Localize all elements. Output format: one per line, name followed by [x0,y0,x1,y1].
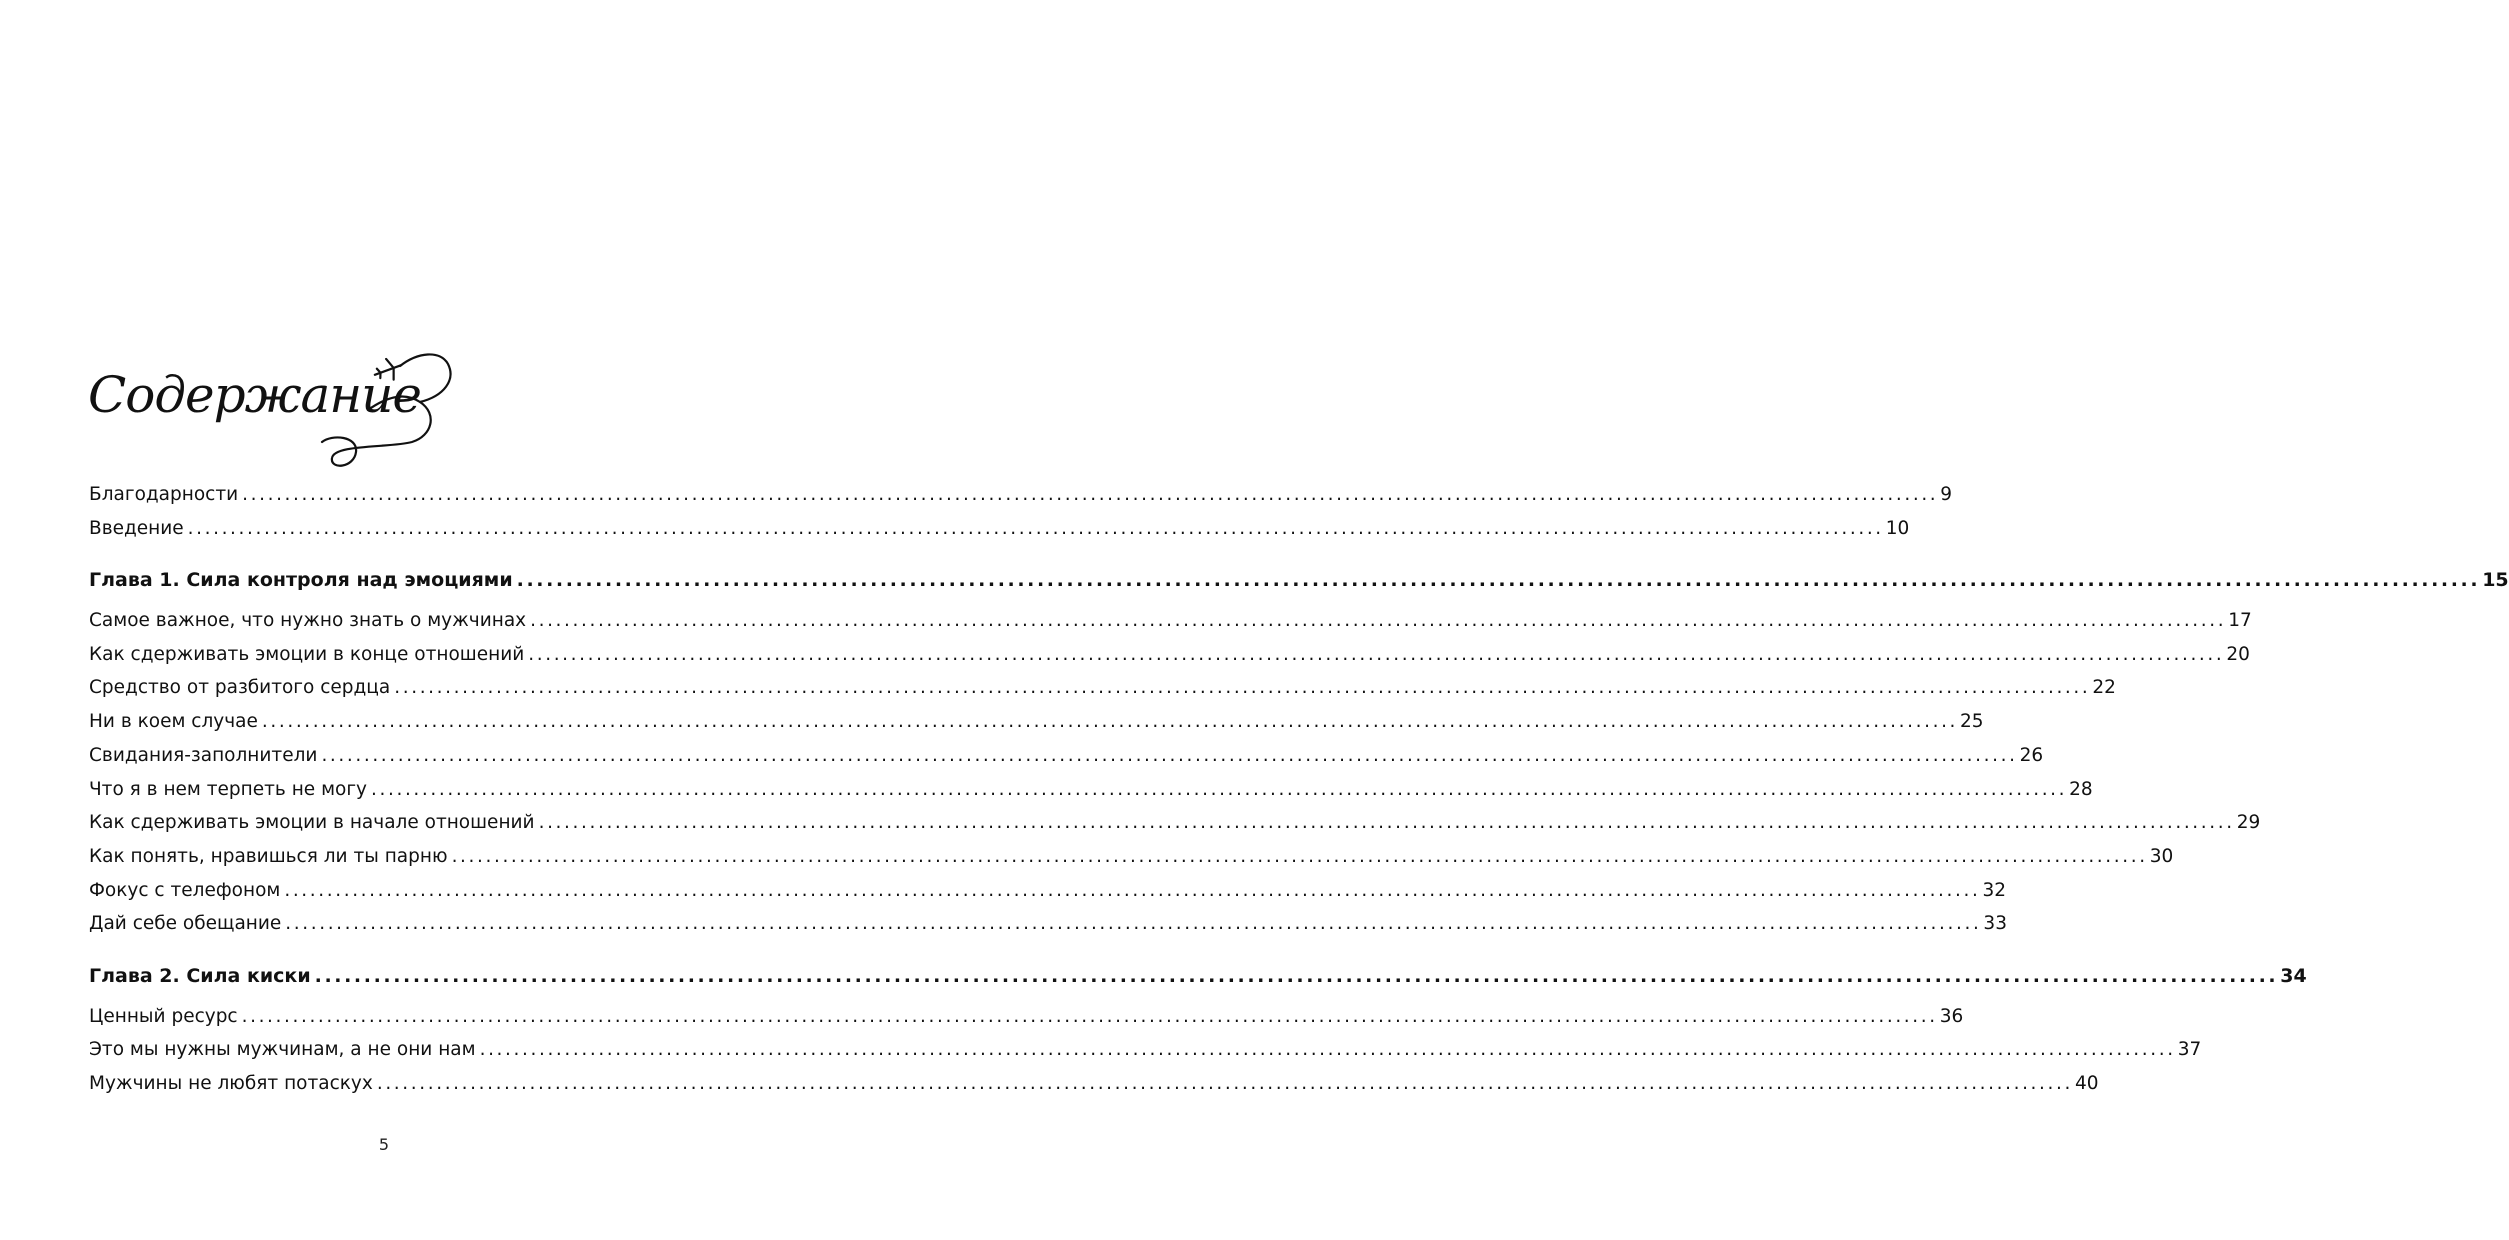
dot-leader: ........................................................................................................................................................................................................ [314,964,2279,987]
toc-entry-label: Средство от разбитого сердца [89,677,391,699]
toc-entry-label: Мужчины не любят потаскух [89,1073,373,1094]
toc-entry-page: 30 [2149,845,2174,867]
dot-leader: ........................................................................................................................................................................................................ [284,879,1981,901]
toc-chapter-row [89,960,2307,994]
toc-row [89,840,2174,874]
toc-entry-page: 26 [2019,744,2044,766]
toc-row [89,1067,2099,1101]
toc-entry-page: 20 [2226,643,2250,665]
toc-entry-page: 22 [2092,677,2116,699]
toc-row [89,1033,2202,1067]
dot-leader: ........................................................................................................................................................................................................ [242,484,1939,505]
page-number: 5 [378,1135,390,1154]
toc-entry-page: 9 [1940,484,1953,505]
toc-entry-page: 15 [2482,569,2509,592]
toc-entry-label: Как понять, нравишься ли ты парню [89,845,448,867]
dot-leader: ........................................................................................................................................................................................................ [285,913,1982,935]
toc-entry-page: 29 [2236,812,2261,834]
toc-entry-label: Ценный ресурс [89,1005,238,1027]
toc-row [89,806,2261,840]
toc-entry-label: Самое важное, что нужно знать о мужчинах [89,610,527,632]
toc-row [89,907,2007,941]
toc-entry-page: 17 [2228,610,2252,632]
toc-entry-label: Благодарности [89,484,239,505]
toc-entry-page: 34 [2280,964,2307,987]
toc-row [89,478,1953,512]
dot-leader: ........................................................................................................................................................................................................ [451,845,2148,867]
dot-leader: ........................................................................................................................................................................................................ [394,677,2091,699]
toc-entry-label: Дай себе обещание [89,913,282,935]
toc-entry-page: 40 [2074,1073,2099,1094]
toc-heading [82,340,482,480]
toc-entry-label: Глава 1. Сила контроля над эмоциями [89,569,513,592]
dot-leader: ........................................................................................................................................................................................................ [479,1039,2176,1061]
toc-row [89,512,1910,546]
table-of-contents [89,478,2509,1101]
toc-entry-label: Это мы нужны мужчинам, а не они нам [89,1039,476,1061]
dot-leader: ........................................................................................................................................................................................................ [321,744,2018,766]
toc-entry-page: 36 [1939,1005,1964,1027]
toc-row [89,638,2250,672]
dot-leader: ........................................................................................................................................................................................................ [187,517,1884,539]
toc-entry-label: Глава 2. Сила киски [89,964,311,987]
toc-row [89,874,2007,908]
toc-entry-page: 33 [1983,913,2007,935]
toc-entry-label: Как сдерживать эмоции в конце отношений [89,643,525,665]
toc-row [89,604,2252,638]
toc-row [89,705,1984,739]
toc-entry-label: Как сдерживать эмоции в начале отношений [89,812,535,834]
toc-entry-label: Введение [89,517,184,539]
dot-leader: ........................................................................................................................................................................................................ [261,711,1959,733]
toc-chapter-row [89,564,2509,598]
toc-row [89,1000,1964,1034]
toc-entry-label: Свидания-заполнители [89,744,318,766]
toc-entry-page: 32 [1982,879,2007,901]
dot-leader: ........................................................................................................................................................................................................ [528,643,2225,665]
toc-row [89,773,2093,807]
dot-leader: ........................................................................................................................................................................................................ [376,1073,2073,1094]
toc-entry-page: 28 [2069,778,2093,800]
toc-entry-page: 10 [1885,517,1910,539]
toc-entry-label: Ни в коем случае [89,711,258,733]
dot-leader: ........................................................................................................................................................................................................ [538,812,2235,834]
dot-leader: ........................................................................................................................................................................................................ [530,610,2227,632]
toc-entry-label: Что я в нем терпеть не могу [89,778,368,800]
toc-title: Содержание [88,366,422,424]
toc-entry-label: Фокус с телефоном [89,879,281,901]
toc-row [89,671,2116,705]
toc-row [89,739,2044,773]
toc-entry-page: 25 [1960,711,1984,733]
toc-entry-page: 37 [2177,1039,2202,1061]
dot-leader: ........................................................................................................................................................................................................ [371,778,2068,800]
dot-leader: ........................................................................................................................................................................................................ [241,1005,1938,1027]
dot-leader: ........................................................................................................................................................................................................ [516,569,2481,592]
